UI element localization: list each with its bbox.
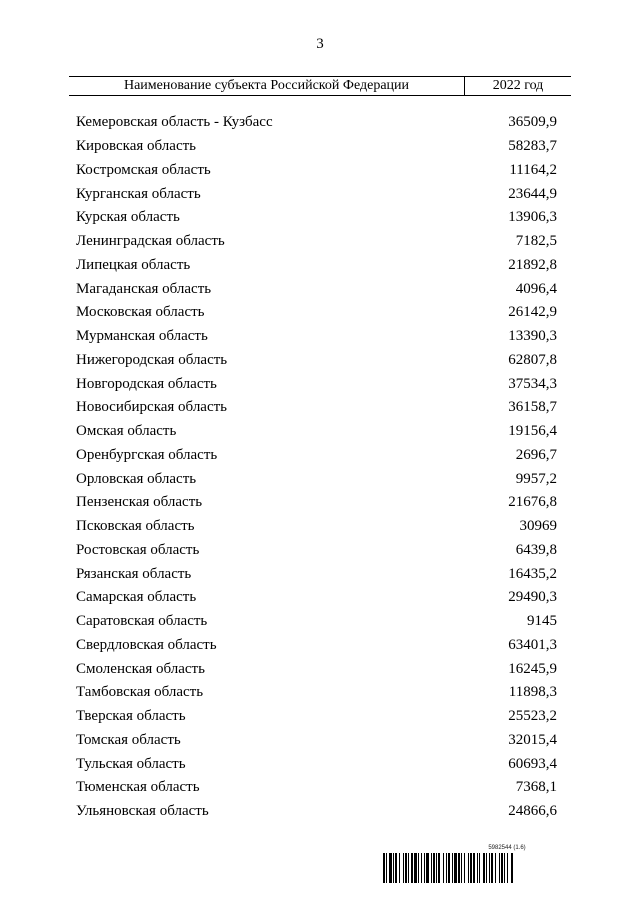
region-name: Тамбовская область bbox=[76, 684, 204, 701]
table-row bbox=[76, 657, 571, 681]
table-row bbox=[76, 277, 571, 301]
barcode bbox=[383, 853, 591, 883]
page-number: 3 bbox=[316, 36, 324, 52]
region-name: Орловская область bbox=[76, 470, 197, 487]
table-row bbox=[76, 254, 571, 278]
region-name: Магаданская область bbox=[76, 280, 212, 297]
region-name: Нижегородская область bbox=[76, 351, 228, 368]
table-row bbox=[76, 349, 571, 373]
region-value: 37534,3 bbox=[508, 375, 557, 392]
table-body bbox=[76, 111, 571, 824]
region-value: 30969 bbox=[519, 518, 557, 535]
table-row bbox=[76, 396, 571, 420]
region-value: 4096,4 bbox=[515, 280, 557, 297]
table-row bbox=[76, 681, 571, 705]
region-name: Курганская область bbox=[76, 185, 201, 202]
region-name: Кемеровская область - Кузбасс bbox=[76, 114, 273, 131]
region-name: Мурманская область bbox=[76, 328, 208, 345]
region-value: 7368,1 bbox=[515, 779, 557, 796]
region-name: Тульская область bbox=[76, 755, 186, 772]
table-row bbox=[76, 111, 571, 135]
region-value: 21676,8 bbox=[508, 494, 557, 511]
column-header-region: Наименование субъекта Российской Федерации bbox=[69, 77, 465, 95]
table-row bbox=[76, 705, 571, 729]
table-header bbox=[69, 76, 571, 96]
region-name: Ростовская область bbox=[76, 541, 200, 558]
table-row bbox=[76, 634, 571, 658]
region-value: 13906,3 bbox=[508, 209, 557, 226]
region-name: Тюменская область bbox=[76, 779, 200, 796]
region-value: 13390,3 bbox=[508, 328, 557, 345]
region-name: Московская область bbox=[76, 304, 205, 321]
table-row bbox=[76, 444, 571, 468]
table-row bbox=[76, 325, 571, 349]
table-row bbox=[76, 467, 571, 491]
region-name: Пензенская область bbox=[76, 494, 203, 511]
region-name: Новосибирская область bbox=[76, 399, 228, 416]
region-value: 62807,8 bbox=[508, 351, 557, 368]
region-name: Курская область bbox=[76, 209, 180, 226]
table-row bbox=[76, 776, 571, 800]
region-value: 2696,7 bbox=[515, 446, 557, 463]
table-row bbox=[76, 135, 571, 159]
region-value: 21892,8 bbox=[508, 256, 557, 273]
region-value: 7182,5 bbox=[515, 233, 557, 250]
table-row bbox=[76, 562, 571, 586]
region-name: Ульяновская область bbox=[76, 803, 209, 820]
table-row bbox=[76, 800, 571, 824]
region-value: 60693,4 bbox=[508, 755, 557, 772]
region-value: 24866,6 bbox=[508, 803, 557, 820]
region-value: 9145 bbox=[527, 613, 557, 630]
region-name: Липецкая область bbox=[76, 256, 191, 273]
region-name: Омская область bbox=[76, 423, 177, 440]
table-row bbox=[76, 539, 571, 563]
region-name: Оренбургская область bbox=[76, 446, 218, 463]
table-row bbox=[76, 491, 571, 515]
region-name: Кировская область bbox=[76, 138, 197, 155]
region-name: Тверская область bbox=[76, 708, 186, 725]
table-row bbox=[76, 420, 571, 444]
region-name: Смоленская область bbox=[76, 660, 205, 677]
barcode-caption: 5982544 (1.6) bbox=[488, 845, 526, 851]
table-row bbox=[76, 752, 571, 776]
column-header-year: 2022 год bbox=[492, 78, 544, 93]
region-value: 19156,4 bbox=[508, 423, 557, 440]
barcode-block bbox=[383, 845, 591, 883]
region-value: 36158,7 bbox=[508, 399, 557, 416]
region-value: 23644,9 bbox=[508, 185, 557, 202]
region-name: Самарская область bbox=[76, 589, 197, 606]
region-name: Томская область bbox=[76, 731, 181, 748]
region-name: Саратовская область bbox=[76, 613, 208, 630]
table-row bbox=[76, 301, 571, 325]
table-row bbox=[76, 182, 571, 206]
table-row bbox=[76, 586, 571, 610]
table-row bbox=[76, 230, 571, 254]
table-row bbox=[76, 159, 571, 183]
region-value: 58283,7 bbox=[508, 138, 557, 155]
region-value: 36509,9 bbox=[508, 114, 557, 131]
region-name: Костромская область bbox=[76, 161, 211, 178]
table-row bbox=[76, 372, 571, 396]
region-name: Новгородская область bbox=[76, 375, 217, 392]
region-value: 25523,2 bbox=[508, 708, 557, 725]
region-name: Рязанская область bbox=[76, 565, 192, 582]
table-row bbox=[76, 515, 571, 539]
region-value: 9957,2 bbox=[515, 470, 557, 487]
region-name: Псковская область bbox=[76, 518, 195, 535]
region-value: 32015,4 bbox=[508, 731, 557, 748]
region-value: 6439,8 bbox=[515, 541, 557, 558]
table-row bbox=[76, 206, 571, 230]
table-row bbox=[76, 729, 571, 753]
table-row bbox=[76, 610, 571, 634]
region-name: Свердловская область bbox=[76, 636, 217, 653]
region-value: 63401,3 bbox=[508, 636, 557, 653]
region-value: 11898,3 bbox=[508, 684, 557, 701]
region-name: Ленинградская область bbox=[76, 233, 225, 250]
region-value: 26142,9 bbox=[508, 304, 557, 321]
region-value: 16245,9 bbox=[508, 660, 557, 677]
region-value: 29490,3 bbox=[508, 589, 557, 606]
region-value: 11164,2 bbox=[509, 161, 557, 178]
region-value: 16435,2 bbox=[508, 565, 557, 582]
